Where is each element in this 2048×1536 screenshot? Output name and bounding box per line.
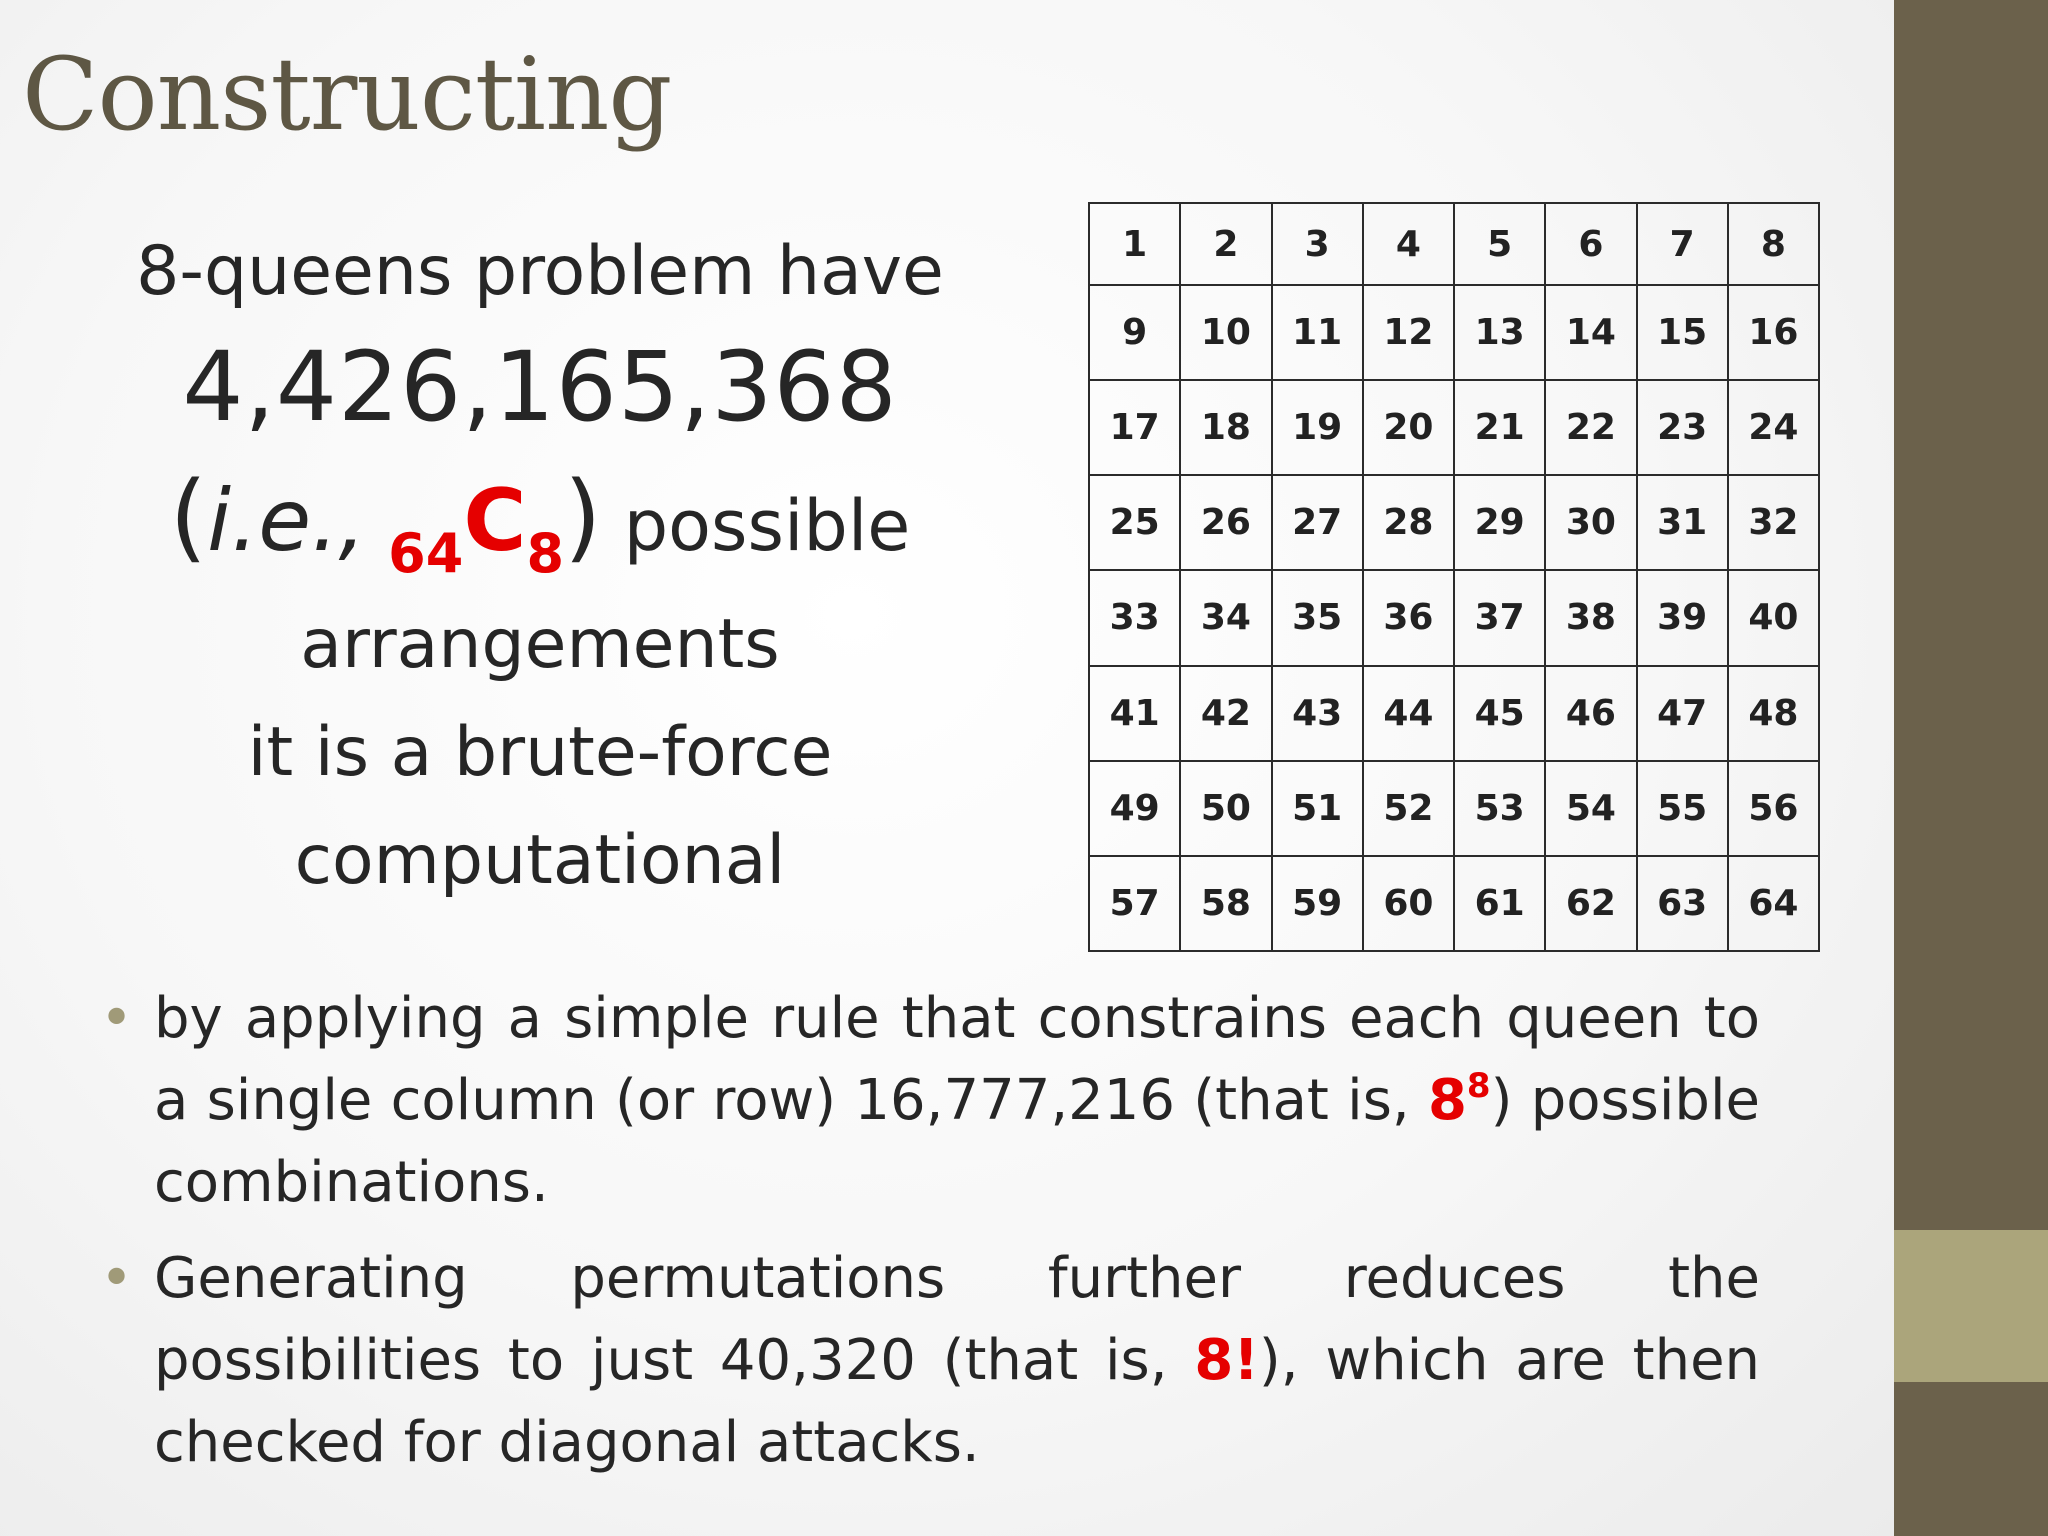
decorative-sidebar <box>1894 0 2048 1536</box>
board-row <box>1089 475 1819 570</box>
bullet-item-permutations <box>100 1238 1760 1484</box>
board-cell: 39 <box>1637 570 1728 665</box>
bullet-item-column-rule <box>100 978 1760 1224</box>
power-notation <box>1428 1068 1491 1133</box>
combination-notation <box>388 471 565 585</box>
board-cell: 59 <box>1272 856 1363 951</box>
board-row <box>1089 203 1819 285</box>
board-cell: 10 <box>1180 285 1271 380</box>
board-cell: 51 <box>1272 761 1363 856</box>
board-cell: 30 <box>1545 475 1636 570</box>
board-cell: 61 <box>1454 856 1545 951</box>
board-cell: 46 <box>1545 666 1636 761</box>
combination-n: 64 <box>388 522 464 585</box>
board-cell: 64 <box>1728 856 1819 951</box>
bullet-2-text: Generating permutations further reduces the possibilities to just 40,320 (that is, <box>154 1246 1760 1393</box>
board-cell: 29 <box>1454 475 1545 570</box>
board-cell: 20 <box>1363 380 1454 475</box>
board-cell: 2 <box>1180 203 1271 285</box>
sidebar-accent-band <box>1894 1230 2048 1382</box>
board-cell: 63 <box>1637 856 1728 951</box>
board-cell: 47 <box>1637 666 1728 761</box>
board-row <box>1089 285 1819 380</box>
lead-line-6: computational <box>294 821 786 900</box>
board-cell: 14 <box>1545 285 1636 380</box>
board-cell: 52 <box>1363 761 1454 856</box>
bullet-2-tail: ), which are then checked for diagonal attacks. <box>154 1328 1761 1475</box>
board-cell: 21 <box>1454 380 1545 475</box>
board-cell: 5 <box>1454 203 1545 285</box>
board-cell: 37 <box>1454 570 1545 665</box>
board-cell: 34 <box>1180 570 1271 665</box>
board-row <box>1089 570 1819 665</box>
lead-line-5: it is a brute-force <box>247 713 833 792</box>
board-cell: 40 <box>1728 570 1819 665</box>
board-cell: 62 <box>1545 856 1636 951</box>
board-cell: 41 <box>1089 666 1180 761</box>
board-cell: 54 <box>1545 761 1636 856</box>
ie-abbreviation: i.e., <box>207 471 366 571</box>
board-cell: 28 <box>1363 475 1454 570</box>
board-cell: 8 <box>1728 203 1819 285</box>
chessboard-number-grid <box>1088 202 1820 952</box>
board-body <box>1089 203 1819 951</box>
board-cell: 56 <box>1728 761 1819 856</box>
combination-c: C <box>463 471 527 571</box>
possible-label: possible <box>623 485 911 567</box>
board-cell: 12 <box>1363 285 1454 380</box>
board-cell: 43 <box>1272 666 1363 761</box>
power-exponent: 8 <box>1466 1066 1491 1106</box>
board-cell: 31 <box>1637 475 1728 570</box>
board-cell: 19 <box>1272 380 1363 475</box>
board-row <box>1089 666 1819 761</box>
sidebar-dark-bottom <box>1894 1382 2048 1536</box>
board-cell: 17 <box>1089 380 1180 475</box>
board-cell: 48 <box>1728 666 1819 761</box>
board-cell: 11 <box>1272 285 1363 380</box>
board-cell: 45 <box>1454 666 1545 761</box>
bullet-dot-icon: • <box>100 1246 134 1311</box>
board-row <box>1089 761 1819 856</box>
board-cell: 55 <box>1637 761 1728 856</box>
board-cell: 57 <box>1089 856 1180 951</box>
bullet-1-tail: ) possible combinations. <box>154 1068 1760 1215</box>
board-cell: 27 <box>1272 475 1363 570</box>
board-cell: 35 <box>1272 570 1363 665</box>
board-cell: 18 <box>1180 380 1271 475</box>
board-cell: 7 <box>1637 203 1728 285</box>
board-cell: 13 <box>1454 285 1545 380</box>
board-cell: 32 <box>1728 475 1819 570</box>
board-row <box>1089 856 1819 951</box>
board-cell: 58 <box>1180 856 1271 951</box>
lead-line-4: arrangements <box>300 605 780 684</box>
board-cell: 26 <box>1180 475 1271 570</box>
board-cell: 23 <box>1637 380 1728 475</box>
combination-k: 8 <box>526 522 565 585</box>
bullet-dot-icon: • <box>100 986 134 1051</box>
board-cell: 22 <box>1545 380 1636 475</box>
slide-title: Constructing <box>22 36 672 153</box>
board-cell: 6 <box>1545 203 1636 285</box>
lead-statement <box>80 222 1000 915</box>
board-cell: 44 <box>1363 666 1454 761</box>
lead-line-1: 8-queens problem have <box>136 232 944 311</box>
power-base: 8 <box>1427 1068 1467 1133</box>
close-paren: ) <box>564 461 602 573</box>
board-cell: 15 <box>1637 285 1728 380</box>
board-cell: 53 <box>1454 761 1545 856</box>
board-cell: 16 <box>1728 285 1819 380</box>
lead-line-3 <box>80 452 1000 591</box>
board-cell: 42 <box>1180 666 1271 761</box>
board-cell: 60 <box>1363 856 1454 951</box>
board-cell: 33 <box>1089 570 1180 665</box>
board-cell: 1 <box>1089 203 1180 285</box>
sidebar-dark-top <box>1894 0 2048 1230</box>
arrangement-count: 4,426,165,368 <box>182 331 898 443</box>
board-cell: 3 <box>1272 203 1363 285</box>
board-cell: 25 <box>1089 475 1180 570</box>
board-cell: 9 <box>1089 285 1180 380</box>
bullet-1-text: by applying a simple rule that constrains each queen to a single column (or row) 16,777,216 (that is, <box>154 986 1760 1133</box>
open-paren: ( <box>169 461 208 573</box>
board-row <box>1089 380 1819 475</box>
board-cell: 49 <box>1089 761 1180 856</box>
board-cell: 50 <box>1180 761 1271 856</box>
board-cell: 38 <box>1545 570 1636 665</box>
board-cell: 4 <box>1363 203 1454 285</box>
bullet-list <box>100 978 1760 1498</box>
board-cell: 36 <box>1363 570 1454 665</box>
factorial-notation: 8! <box>1194 1328 1259 1393</box>
board-cell: 24 <box>1728 380 1819 475</box>
